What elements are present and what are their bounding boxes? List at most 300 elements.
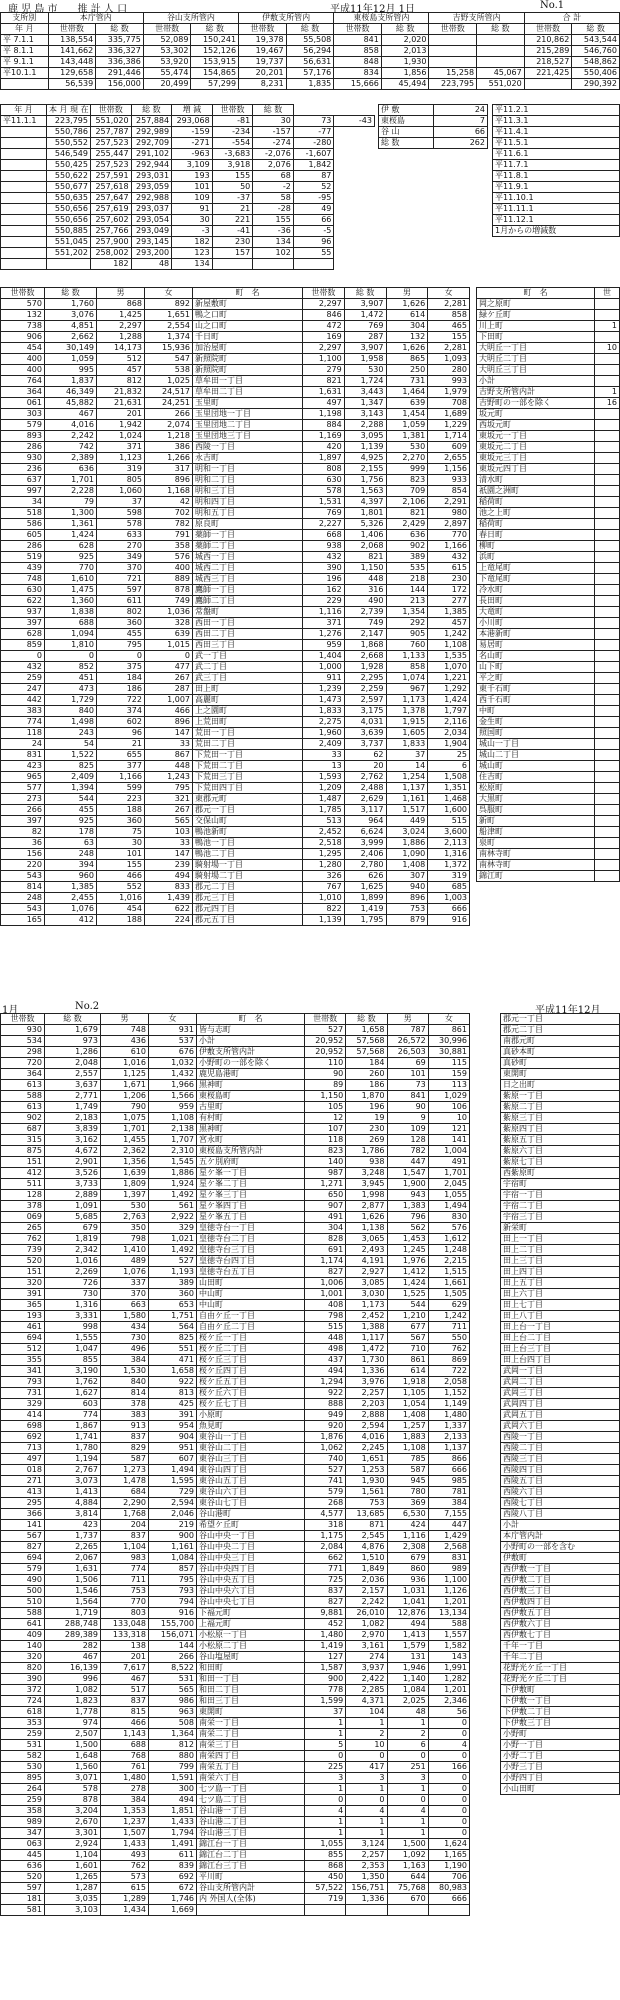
- table-cell: 567: [387, 1333, 428, 1344]
- table-cell: 257,523: [91, 160, 132, 171]
- table-cell: 1,408: [387, 1410, 428, 1421]
- list-item: [501, 1245, 620, 1256]
- list-item: [477, 728, 620, 739]
- table-row: [1, 1817, 470, 1828]
- table-cell: 576: [428, 1223, 469, 1234]
- table-row: [1, 1113, 470, 1124]
- table-cell: 1,316: [428, 849, 470, 860]
- table-cell: 1: [387, 1784, 428, 1795]
- table-cell: 531: [149, 1674, 197, 1685]
- table-cell: 866: [428, 1454, 469, 1465]
- table-cell: 930: [1, 453, 45, 464]
- table-cell: 1: [595, 321, 620, 332]
- table-cell: 57,299: [191, 79, 239, 90]
- table-row: [1, 248, 375, 259]
- table-cell: 2,763: [101, 1212, 149, 1223]
- table-cell: 916: [428, 915, 470, 926]
- table-cell: [595, 827, 620, 838]
- table-cell: 2,670: [45, 1817, 101, 1828]
- table-cell: 292,709: [131, 138, 172, 149]
- table-cell: 永吉町: [193, 453, 303, 464]
- table-row: [1, 193, 375, 204]
- table-cell: 493: [101, 1850, 149, 1861]
- table-cell: 337: [101, 1278, 149, 1289]
- table-cell: 1,547: [387, 1168, 428, 1179]
- table-cell: 1,960: [303, 728, 345, 739]
- table-cell: 552: [97, 882, 145, 893]
- table-cell: 1,055: [305, 1839, 346, 1850]
- table-cell: 岡之原町: [477, 299, 595, 310]
- table-cell: 2,227: [303, 519, 345, 530]
- table-cell: 武岡四丁目: [501, 1399, 620, 1410]
- table-cell: 1,557: [428, 1630, 469, 1641]
- table-cell: 650: [305, 1190, 346, 1201]
- table-cell: 2,927: [346, 1267, 387, 1278]
- table-cell: 7: [433, 116, 488, 127]
- table-cell: 錦江台二丁目: [197, 1850, 305, 1861]
- table-cell: -159: [172, 127, 213, 138]
- table-cell: 1,472: [344, 310, 386, 321]
- table-cell: 西伊敷一丁目: [501, 1564, 620, 1575]
- table-cell: 2,257: [346, 1388, 387, 1399]
- table-cell: 14,173: [97, 343, 145, 354]
- table-cell: 世帯数: [91, 105, 132, 116]
- table-cell: 36: [1, 838, 45, 849]
- table-cell: 550,786: [47, 127, 91, 138]
- table-cell: 2,409: [45, 772, 97, 783]
- table-cell: 738: [1, 321, 45, 332]
- table-cell: 854: [428, 486, 470, 497]
- table-cell: 805: [97, 475, 145, 486]
- list-item: [501, 1432, 620, 1443]
- table-cell: 1,593: [303, 772, 345, 783]
- table-cell: 2,662: [45, 332, 97, 343]
- table-cell: 田上二丁目: [501, 1245, 620, 1256]
- table-cell: 西伊敷二丁目: [501, 1575, 620, 1586]
- list-item: [501, 1300, 620, 1311]
- table-cell: 総 数: [344, 288, 386, 299]
- table-cell: 50: [212, 182, 253, 193]
- table-cell: 101: [172, 182, 213, 193]
- list-item: [501, 1630, 620, 1641]
- table-row: [1, 827, 470, 838]
- table-cell: 262: [433, 138, 488, 149]
- table-cell: 1: [387, 1718, 428, 1729]
- table-cell: 57,176: [286, 68, 334, 79]
- table-cell: 19: [346, 1113, 387, 1124]
- table-cell: 761: [101, 1762, 149, 1773]
- table-cell: 1,287: [45, 1883, 101, 1894]
- table-row: [1, 1047, 470, 1058]
- table-cell: 713: [1, 1443, 45, 1454]
- table-cell: 20,952: [305, 1036, 346, 1047]
- table-cell: 33: [145, 739, 193, 750]
- table-row: [1, 1432, 470, 1443]
- table-row: [1, 1872, 470, 1883]
- table-cell: 交保山町: [193, 816, 303, 827]
- table-cell: [595, 574, 620, 585]
- table-cell: 1,174: [305, 1256, 346, 1267]
- table-cell: 900: [305, 1674, 346, 1685]
- table-cell: 603: [45, 1399, 101, 1410]
- table-cell: 3,937: [346, 1663, 387, 1674]
- table-cell: 1,139: [303, 915, 345, 926]
- table-row: [1, 1575, 470, 1586]
- table-row: [1, 68, 620, 79]
- table-cell: 2,897: [428, 519, 470, 530]
- table-cell: 4: [305, 1806, 346, 1817]
- table-cell: 3,065: [346, 1234, 387, 1245]
- table-cell: 774: [45, 1410, 101, 1421]
- table-row: [1, 1245, 470, 1256]
- table-cell: 田上三丁目: [501, 1256, 620, 1267]
- table-cell: 1,397: [101, 1190, 149, 1201]
- table-cell: 五ケ別府町: [197, 1157, 305, 1168]
- table-cell: 星ケ峯五丁目: [197, 1212, 305, 1223]
- table-cell: 東桜島支所管内: [334, 13, 429, 24]
- table-cell: 錦江台一丁目: [197, 1839, 305, 1850]
- table-cell: 53,302: [143, 46, 191, 57]
- table-cell: 615: [101, 1883, 149, 1894]
- table-cell: 1,508: [428, 772, 470, 783]
- table-cell: 南栄四丁目: [197, 1751, 305, 1762]
- table-cell: 896: [145, 475, 193, 486]
- table-cell: 548,862: [572, 57, 620, 68]
- table-cell: 1,849: [346, 1564, 387, 1575]
- list-item: [477, 310, 620, 321]
- table-cell: 魚見町: [197, 1421, 305, 1432]
- table-cell: 郡元一丁目: [193, 805, 303, 816]
- table-cell: [595, 409, 620, 420]
- table-cell: 1,946: [387, 1663, 428, 1674]
- table-cell: 1,886: [149, 1168, 197, 1179]
- table-cell: [595, 420, 620, 431]
- table-cell: 138: [101, 1641, 149, 1652]
- table-cell: 1,123: [97, 453, 145, 464]
- table-cell: [1, 127, 47, 138]
- table-cell: 14: [386, 761, 428, 772]
- table-cell: 19,378: [239, 35, 287, 46]
- table-cell: 総 数: [45, 288, 97, 299]
- table-cell: 858: [386, 662, 428, 673]
- table-cell: 636: [45, 464, 97, 475]
- table-cell: 892: [145, 299, 193, 310]
- table-cell: 798: [305, 1311, 346, 1322]
- table-cell: 1,966: [149, 1080, 197, 1091]
- table-cell: 桜ケ丘一丁目: [197, 1333, 305, 1344]
- table-cell: 1,062: [305, 1443, 346, 1454]
- table-cell: 457: [428, 618, 470, 629]
- table-cell: 710: [387, 1344, 428, 1355]
- table-cell: 3: [305, 1773, 346, 1784]
- list-item: [501, 1377, 620, 1388]
- table-row: [1, 1619, 470, 1630]
- table-cell: 336,327: [96, 46, 144, 57]
- table-cell: 769: [344, 321, 386, 332]
- table-cell: 73: [387, 1080, 428, 1091]
- table-cell: 143,448: [48, 57, 96, 68]
- table-cell: 1,152: [428, 1388, 469, 1399]
- table-cell: 1,561: [346, 1487, 387, 1498]
- table-cell: 1,193: [149, 1267, 197, 1278]
- table-cell: 925: [45, 816, 97, 827]
- table-cell: 1,795: [344, 915, 386, 926]
- table-cell: 西陵五丁目: [501, 1476, 620, 1487]
- table-row: [1, 321, 470, 332]
- table-cell: 2,297: [303, 299, 345, 310]
- table-cell: 123: [172, 248, 213, 259]
- list-item: [493, 160, 620, 171]
- list-item: [501, 1564, 620, 1575]
- table-cell: 3,035: [45, 1894, 101, 1905]
- table-cell: [595, 728, 620, 739]
- table-cell: 1,408: [386, 860, 428, 871]
- table-cell: 泉町: [477, 838, 595, 849]
- table-cell: 688: [45, 618, 97, 629]
- table-cell: 1,163: [387, 1861, 428, 1872]
- table-row: [1, 1806, 470, 1817]
- table-cell: 東谷山五丁目: [197, 1476, 305, 1487]
- table-cell: 494: [305, 1366, 346, 1377]
- list-item: [501, 1575, 620, 1586]
- table-cell: 3,907: [344, 299, 386, 310]
- table-cell: 紫原四丁目: [501, 1124, 620, 1135]
- table-cell: 46,349: [45, 387, 97, 398]
- table-cell: 日之出町: [501, 1080, 620, 1091]
- table-row: [1, 46, 620, 57]
- table-cell: 桜ケ丘七丁目: [197, 1399, 305, 1410]
- table-cell: 1,480: [101, 1773, 149, 1784]
- table-cell: 417: [346, 1762, 387, 1773]
- table-cell: 599: [97, 783, 145, 794]
- table-cell: 13,134: [428, 1608, 469, 1619]
- list-item: [477, 464, 620, 475]
- table-cell: 454: [1, 343, 45, 354]
- table-cell: 3,190: [45, 1366, 101, 1377]
- table-cell: 45,494: [381, 79, 429, 90]
- table-cell: 0: [346, 1751, 387, 1762]
- list-item: [501, 1586, 620, 1597]
- table-cell: 471: [149, 1355, 197, 1366]
- table-cell: 1,016: [97, 893, 145, 904]
- table-row: [1, 1377, 470, 1388]
- table-cell: 827: [1, 1542, 45, 1553]
- table-cell: 西陵四丁目: [501, 1465, 620, 1476]
- table-cell: 30,996: [428, 1036, 469, 1047]
- table-cell: 551: [149, 1344, 197, 1355]
- table-cell: 983: [101, 1553, 149, 1564]
- table-cell: 1: [305, 1817, 346, 1828]
- table-cell: 230: [212, 237, 253, 248]
- table-row: [1, 1663, 470, 1674]
- table-cell: 1,149: [428, 1399, 469, 1410]
- table-cell: 女: [145, 288, 193, 299]
- table-cell: [595, 750, 620, 761]
- table-cell: 0: [428, 1718, 469, 1729]
- table-cell: 1,579: [387, 1641, 428, 1652]
- list-item: [501, 1443, 620, 1454]
- list-item: [501, 1135, 620, 1146]
- list-item: [501, 1322, 620, 1333]
- table-cell: 628: [1, 629, 45, 640]
- table-cell: [595, 662, 620, 673]
- table-cell: 2,389: [45, 453, 97, 464]
- table-cell: 2,275: [303, 717, 345, 728]
- table-cell: 1,942: [97, 420, 145, 431]
- table-row: [1, 596, 470, 607]
- table-cell: 東坂元四丁目: [477, 464, 595, 475]
- table-cell: 1,837: [45, 376, 97, 387]
- table-cell: 151: [1, 1157, 45, 1168]
- table-cell: 13: [303, 761, 345, 772]
- list-item: [501, 1685, 620, 1696]
- table-cell: 550,635: [47, 193, 91, 204]
- table-cell: [595, 354, 620, 365]
- table-cell: 364: [1, 387, 45, 398]
- list-item: [501, 1201, 620, 1212]
- table-cell: 1,378: [386, 706, 428, 717]
- table-cell: 2,362: [101, 1146, 149, 1157]
- table-row: [1, 387, 470, 398]
- table-cell: 1月からの増減数: [493, 226, 620, 237]
- table-cell: 下福元町: [197, 1608, 305, 1619]
- table-cell: 156,000: [96, 79, 144, 90]
- table-cell: 南栄一丁目: [197, 1718, 305, 1729]
- table-cell: 2,228: [45, 486, 97, 497]
- table-cell: 新照院町: [193, 365, 303, 376]
- table-cell: 1,591: [149, 1773, 197, 1784]
- list-item: [501, 1080, 620, 1091]
- table-cell: 152,126: [191, 46, 239, 57]
- table-cell: 郡元一丁目: [501, 1014, 620, 1025]
- table-cell: 999: [386, 464, 428, 475]
- table-cell: 069: [1, 1212, 45, 1223]
- table-cell: 1: [595, 387, 620, 398]
- table-cell: 4,577: [305, 1509, 346, 1520]
- table-cell: 鴨池新町: [193, 827, 303, 838]
- table-cell: 551,202: [47, 248, 91, 259]
- table-cell: 55,508: [286, 35, 334, 46]
- list-item: [477, 629, 620, 640]
- table-cell: 下伊敷一丁目: [501, 1696, 620, 1707]
- table-cell: 1,658: [346, 1025, 387, 1036]
- table-cell: 1,054: [387, 1399, 428, 1410]
- table-cell: 1,273: [101, 1465, 149, 1476]
- table-cell: 945: [387, 1476, 428, 1487]
- table-cell: 2,507: [45, 1729, 101, 1740]
- table-cell: 0: [428, 1817, 469, 1828]
- table-cell: 457: [97, 365, 145, 376]
- list-item: [477, 442, 620, 453]
- table-cell: [595, 838, 620, 849]
- table-cell: 63: [45, 838, 97, 849]
- table-cell: 2,888: [346, 1410, 387, 1421]
- table-cell: 155: [97, 860, 145, 871]
- table-cell: 1,897: [303, 453, 345, 464]
- table-cell: 1,468: [428, 794, 470, 805]
- table-cell: 9: [387, 1113, 428, 1124]
- table-cell: 武岡三丁目: [501, 1388, 620, 1399]
- table-cell: 2,203: [346, 1399, 387, 1410]
- table-cell: 741: [305, 1476, 346, 1487]
- table-row: [1, 1828, 470, 1839]
- table-cell: 437: [305, 1355, 346, 1366]
- table-row: [1, 662, 470, 673]
- table-cell: 山下町: [477, 662, 595, 673]
- list-item: [477, 387, 620, 398]
- table-cell: 1,143: [101, 1729, 149, 1740]
- table-cell: 4,672: [45, 1146, 101, 1157]
- table-cell: 20,952: [305, 1047, 346, 1058]
- table-cell: 上荒田町: [193, 717, 303, 728]
- table-cell: 世帯数: [48, 24, 96, 35]
- table-cell: 1,041: [387, 1597, 428, 1608]
- table-cell: 2,739: [344, 607, 386, 618]
- table-cell: 384: [428, 1498, 469, 1509]
- table-cell: 谷山港三丁目: [197, 1828, 305, 1839]
- table-cell: 293,037: [131, 204, 172, 215]
- table-row: [1, 1443, 470, 1454]
- table-row: [1, 1311, 470, 1322]
- table-cell: 1,075: [101, 1113, 149, 1124]
- table-cell: 613: [1, 1102, 45, 1113]
- table-cell: 3,085: [346, 1278, 387, 1289]
- table-cell: [595, 805, 620, 816]
- table-cell: 75: [97, 827, 145, 838]
- table-cell: 紫原一丁目: [501, 1091, 620, 1102]
- table-cell: 622: [1, 596, 45, 607]
- table-cell: 1,082: [45, 1685, 101, 1696]
- table-cell: [1, 248, 47, 259]
- table-cell: 822: [303, 904, 345, 915]
- right-column-page1: [476, 287, 620, 987]
- table-cell: 長田町: [477, 596, 595, 607]
- table-cell: 2,970: [346, 1630, 387, 1641]
- table-cell: 5: [305, 1740, 346, 1751]
- list-item: [477, 398, 620, 409]
- table-cell: 391: [149, 1410, 197, 1421]
- table-cell: 小野町の一部を含む: [501, 1542, 620, 1553]
- table-cell: 1,786: [346, 1146, 387, 1157]
- table-row: [1, 1784, 470, 1795]
- table-cell: 666: [428, 1465, 469, 1476]
- table-cell: 424: [387, 1520, 428, 1531]
- table-cell: 497: [1, 1454, 45, 1465]
- table-cell: 平11.6.1: [493, 149, 620, 160]
- table-cell: 550,552: [47, 138, 91, 149]
- table-cell: 年 月: [1, 105, 47, 116]
- table-cell: 西陵一丁目: [501, 1432, 620, 1443]
- table-row: [1, 1069, 470, 1080]
- table-cell: 855: [45, 1355, 101, 1366]
- table-cell: 447: [387, 1157, 428, 1168]
- table-cell: 814: [1, 882, 45, 893]
- table-cell: 郡元二丁目: [193, 882, 303, 893]
- table-cell: 東谷山七丁目: [197, 1498, 305, 1509]
- table-cell: 1,242: [428, 629, 470, 640]
- table-cell: 1,626: [386, 299, 428, 310]
- table-cell: 下荒田二丁目: [193, 761, 303, 772]
- table-cell: 1,173: [346, 1300, 387, 1311]
- table-cell: 1,150: [344, 563, 386, 574]
- table-cell: 527: [305, 1465, 346, 1476]
- table-cell: 390: [1, 1674, 45, 1685]
- list-item: [501, 1179, 620, 1190]
- list-item: [501, 1531, 620, 1542]
- table-cell: 1,506: [45, 1575, 101, 1586]
- table-cell: 1,003: [428, 893, 470, 904]
- monthly-table: [0, 104, 375, 279]
